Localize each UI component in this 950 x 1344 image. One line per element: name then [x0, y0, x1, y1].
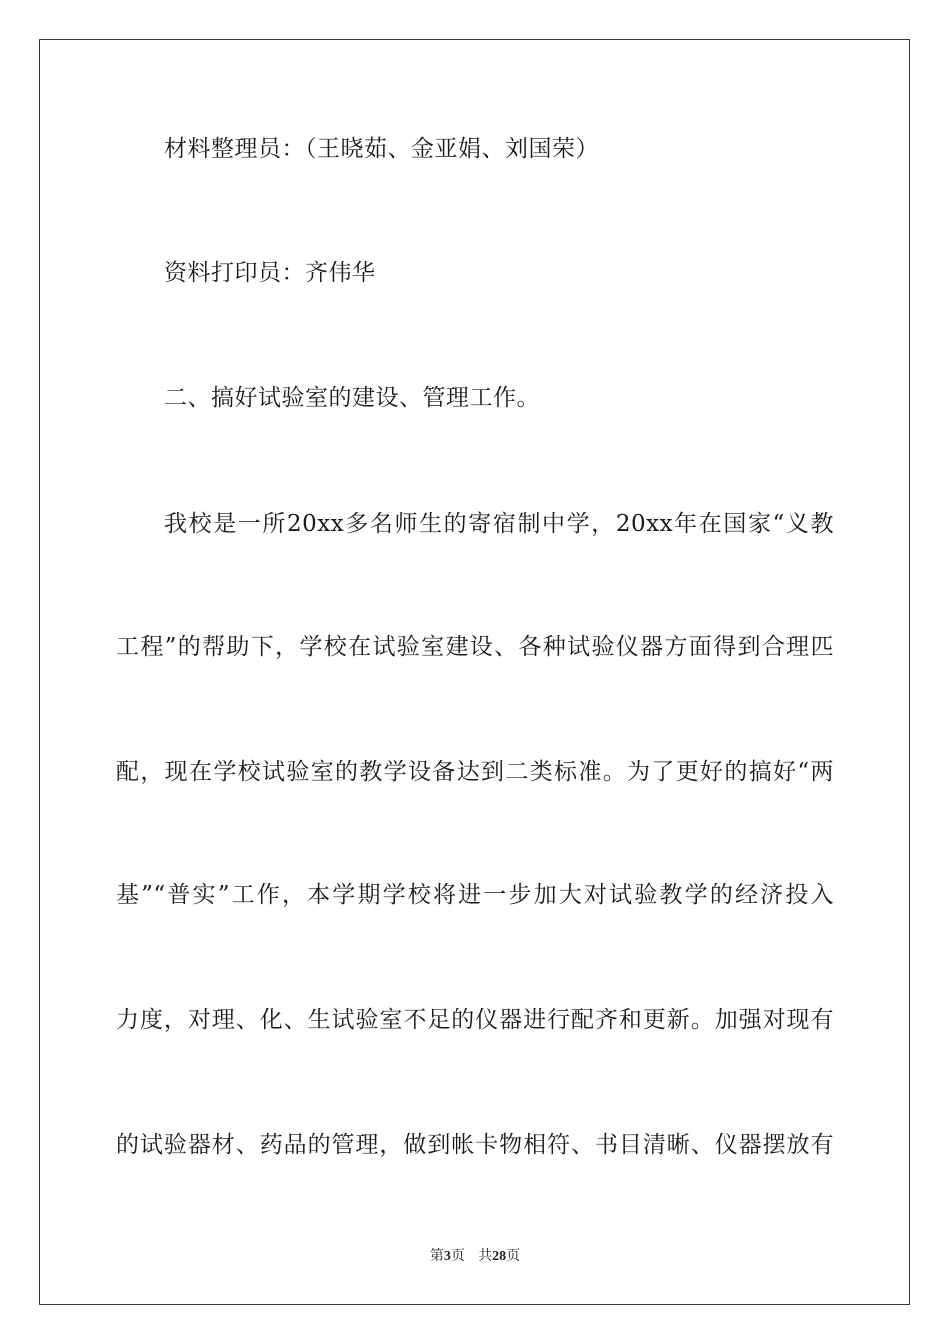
staff-line-materials: 材料整理员：（王晓茹、金亚娟、刘国荣）: [164, 136, 599, 162]
paragraph-line-4: [0, 880, 950, 910]
paragraph-line-3-text: 配，现在学校试验室的教学设备达到二类标准。为了更好的搞好“两: [116, 759, 834, 785]
paragraph-line-6-text: 的试验器材、药品的管理，做到帐卡物相符、书目清晰、仪器摆放有: [116, 1132, 834, 1158]
footer-total-prefix: 共: [478, 1248, 493, 1264]
footer-page-suffix: 页: [450, 1248, 465, 1264]
paragraph-line-5: [0, 1005, 950, 1035]
paragraph-line-5-text: 力度，对理、化、生试验室不足的仪器进行配齐和更新。加强对现有: [116, 1007, 834, 1033]
paragraph-line-6: [0, 1130, 950, 1160]
section-heading: 二、搞好试验室的建设、管理工作。: [164, 385, 540, 411]
footer-total-suffix: 页: [506, 1248, 521, 1264]
page-footer: [0, 1246, 950, 1267]
page-frame: [39, 39, 910, 1305]
footer-page-prefix: 第: [429, 1248, 444, 1264]
paragraph-line-3: [0, 757, 950, 787]
staff-line-printing: 资料打印员：齐伟华: [164, 260, 376, 286]
footer-total-pages: 28: [492, 1249, 507, 1264]
footer-page-number: 3: [443, 1249, 451, 1264]
paragraph-line-2-text: 工程”的帮助下，学校在试验室建设、各种试验仪器方面得到合理匹: [116, 634, 834, 660]
paragraph-line-4-text: 基”“普实”工作，本学期学校将进一步加大对试验教学的经济投入: [116, 882, 834, 908]
paragraph-line-1-text: 我校是一所20xx多名师生的寄宿制中学，20xx年在国家“义教: [164, 511, 834, 537]
paragraph-line-1: [0, 509, 950, 539]
paragraph-line-2: [0, 632, 950, 662]
